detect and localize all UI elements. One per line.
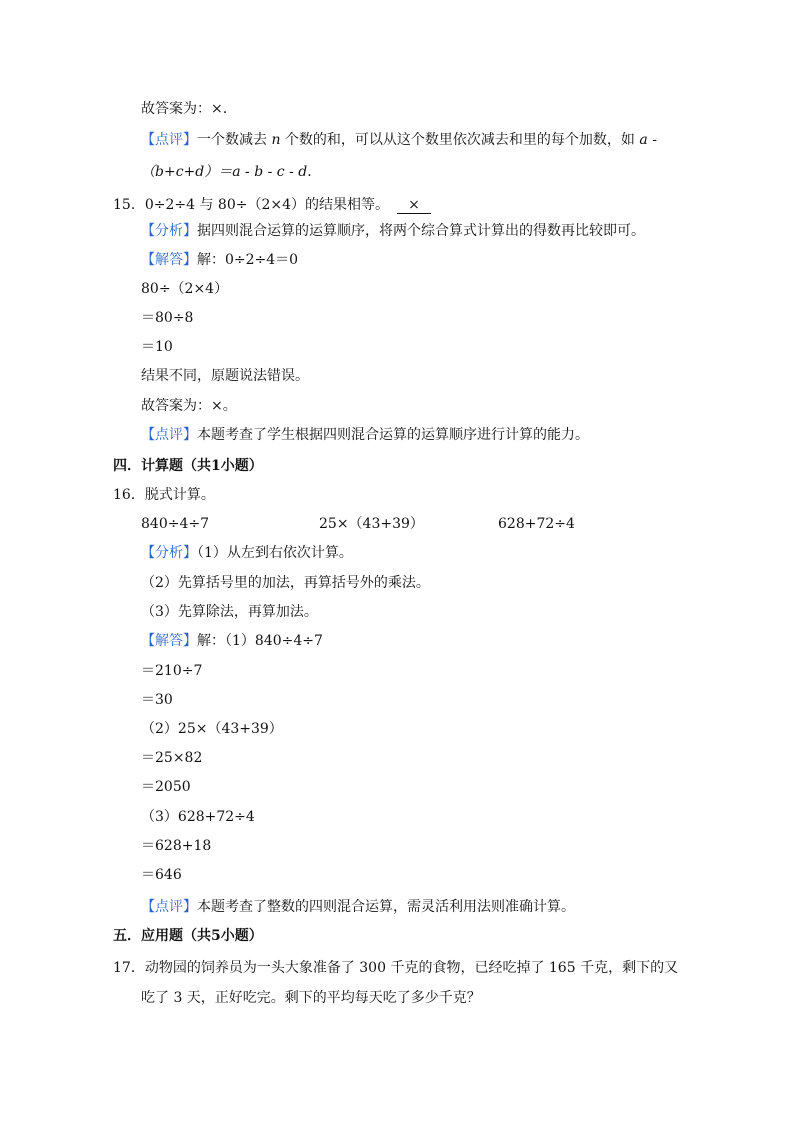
q15-comment bbox=[141, 425, 589, 445]
q16-expr-1: 840÷4÷7 bbox=[141, 516, 209, 532]
q15-comment-text: 本题考查了学生根据四则混合运算的运算顺序进行计算的能力。 bbox=[197, 427, 589, 443]
q16-step-1: ＝210÷7 bbox=[141, 663, 203, 679]
q14-comment bbox=[141, 130, 657, 150]
comment-tag: 【点评】 bbox=[141, 427, 197, 443]
q15-answer-line: 故答案为：×。 bbox=[141, 398, 237, 414]
q14-comment-n: n bbox=[271, 132, 281, 148]
q16-analysis-line-2: （2）先算括号里的加法，再算括号外的乘法。 bbox=[141, 575, 430, 591]
q16-solution-first: 解：（1）840÷4÷7 bbox=[197, 633, 323, 649]
section-5-title: 五．应用题（共5小题） bbox=[113, 928, 263, 944]
q15-conclusion: 结果不同，原题说法错误。 bbox=[141, 368, 309, 384]
q17-line-2: 吃了 3 天，正好吃完。剩下的平均每天吃了多少千克？ bbox=[141, 990, 481, 1006]
q16-expr-2: 25×（43+39） bbox=[319, 516, 424, 532]
q16-comment-text: 本题考查了整数的四则混合运算，需灵活利用法则准确计算。 bbox=[197, 899, 575, 915]
comment-tag: 【点评】 bbox=[141, 132, 197, 148]
section-4-title: 四．计算题（共1小题） bbox=[113, 458, 263, 474]
q15-solution bbox=[141, 250, 298, 270]
q15-analysis-text: 据四则混合运算的运算顺序，将两个综合算式计算出的得数再比较即可。 bbox=[197, 223, 645, 239]
q16-step-4: ＝25×82 bbox=[141, 750, 203, 766]
q14-comment-line2: （b+c+d）＝a - b - c - d. bbox=[141, 164, 312, 180]
q15-solution-first: 解：0÷2÷4＝0 bbox=[197, 252, 299, 268]
q16-expr-3: 628+72÷4 bbox=[498, 516, 575, 532]
q16-step-6: （3）628+72÷4 bbox=[141, 809, 255, 825]
analysis-tag: 【分析】 bbox=[141, 223, 197, 239]
q17-line-1 bbox=[113, 958, 678, 978]
q16-step-3: （2）25×（43+39） bbox=[141, 721, 283, 737]
q16-step-8: ＝646 bbox=[141, 867, 182, 883]
q17-text-1: 动物园的饲养员为一头大象准备了 300 千克的食物，已经吃掉了 165 千克，剩下的又 bbox=[144, 960, 679, 976]
q17-number: 17． bbox=[113, 960, 145, 976]
q15-step-1: 80÷（2×4） bbox=[141, 281, 229, 297]
q15-question bbox=[113, 195, 431, 215]
solution-tag: 【解答】 bbox=[141, 633, 197, 649]
q16-solution bbox=[141, 631, 323, 651]
q15-step-2: ＝80÷8 bbox=[141, 310, 194, 326]
q15-answer-blank: × bbox=[397, 197, 431, 214]
q14-comment-text-1: 一个数减去 bbox=[197, 132, 272, 148]
q16-analysis-line-3: （3）先算除法，再算加法。 bbox=[141, 604, 318, 620]
q16-analysis-line-1: （1）从左到右依次计算。 bbox=[197, 545, 353, 561]
q14-comment-a: a bbox=[639, 132, 648, 148]
comment-tag: 【点评】 bbox=[141, 899, 197, 915]
q14-answer-line: 故答案为：×. bbox=[141, 101, 228, 117]
q15-question-text: 0÷2÷4 与 80÷（2×4）的结果相等。 bbox=[144, 197, 390, 213]
q15-number: 15． bbox=[113, 197, 145, 213]
q16-step-7: ＝628+18 bbox=[141, 838, 212, 854]
q16-question bbox=[113, 485, 215, 505]
q16-question-text: 脱式计算。 bbox=[144, 487, 215, 503]
q16-step-2: ＝30 bbox=[141, 692, 173, 708]
q16-step-5: ＝2050 bbox=[141, 779, 191, 795]
solution-tag: 【解答】 bbox=[141, 252, 197, 268]
q16-analysis bbox=[141, 543, 353, 563]
analysis-tag: 【分析】 bbox=[141, 545, 197, 561]
q14-comment-text-3: - bbox=[647, 132, 657, 148]
q16-comment bbox=[141, 897, 575, 917]
q15-analysis bbox=[141, 221, 645, 241]
q14-comment-text-2: 个数的和，可以从这个数里依次减去和里的每个加数，如 bbox=[280, 132, 640, 148]
q15-step-3: ＝10 bbox=[141, 339, 173, 355]
q16-number: 16． bbox=[113, 487, 145, 503]
